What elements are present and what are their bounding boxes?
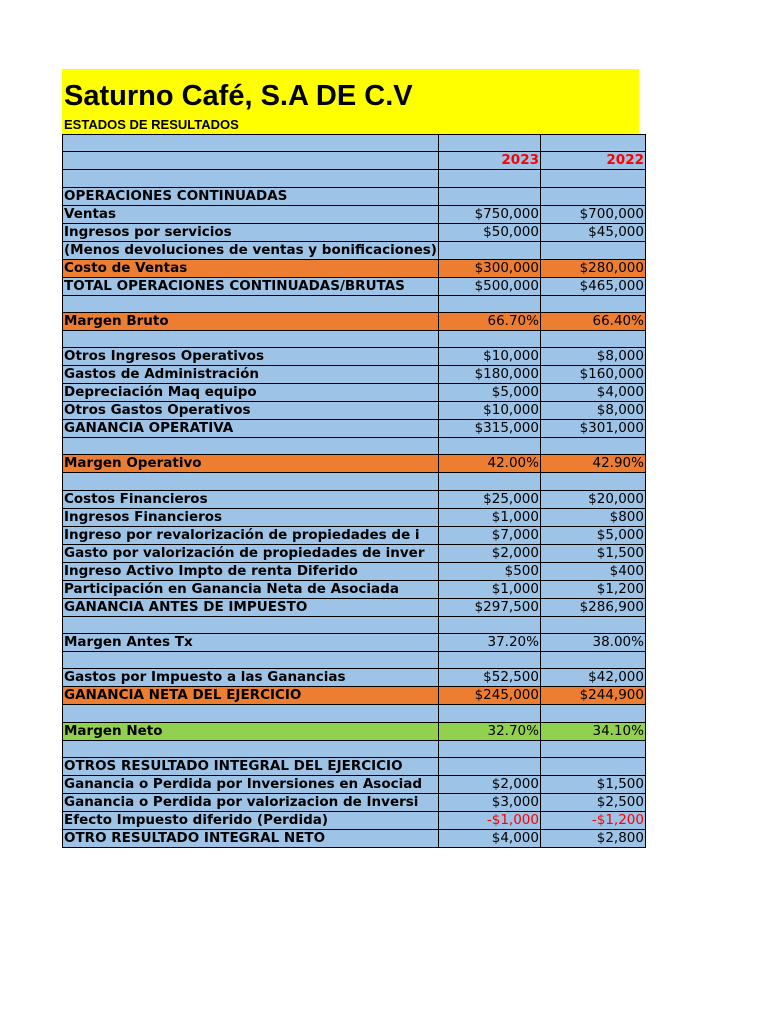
table-row bbox=[63, 170, 646, 187]
value-2023[interactable]: $297,500 bbox=[438, 598, 540, 616]
table-row bbox=[63, 775, 646, 793]
table-row bbox=[63, 687, 646, 705]
table-row bbox=[63, 490, 646, 508]
table-row bbox=[63, 438, 646, 455]
row-label-text: OTROS RESULTADO INTEGRAL DEL EJERCICIO bbox=[64, 757, 403, 774]
value-2022[interactable]: $286,900 bbox=[540, 598, 645, 616]
value-2023[interactable] bbox=[438, 438, 540, 455]
row-label-text: Costo de Ventas bbox=[64, 259, 188, 276]
row-label[interactable] bbox=[63, 829, 439, 847]
row-label-text: Margen Neto bbox=[64, 722, 163, 739]
row-label[interactable] bbox=[63, 544, 439, 562]
value-2023[interactable]: $300,000 bbox=[438, 259, 540, 277]
row-label[interactable] bbox=[63, 490, 439, 508]
row-label[interactable] bbox=[63, 152, 439, 170]
row-label-text: Ganancia o Perdida por valorizacion de Inversi bbox=[64, 793, 419, 810]
value-2023[interactable]: $5,000 bbox=[438, 384, 540, 402]
table-row bbox=[63, 420, 646, 438]
row-label-text: Margen Antes Tx bbox=[64, 634, 193, 651]
row-label-text: Otros Gastos Operativos bbox=[64, 402, 251, 419]
row-label-text: Ingresos Financieros bbox=[64, 508, 223, 525]
table-row bbox=[63, 829, 646, 847]
value-2022[interactable]: 42.90% bbox=[540, 455, 645, 473]
row-label[interactable] bbox=[63, 473, 439, 490]
table-row bbox=[63, 205, 646, 223]
value-2023[interactable]: $1,000 bbox=[438, 508, 540, 526]
row-label[interactable] bbox=[63, 775, 439, 793]
row-label-text: Margen Operativo bbox=[64, 455, 202, 472]
table-row bbox=[63, 634, 646, 652]
value-2022[interactable]: -$1,200 bbox=[540, 811, 645, 829]
value-2023[interactable]: $245,000 bbox=[438, 687, 540, 705]
table-row bbox=[63, 330, 646, 347]
value-2022[interactable] bbox=[540, 170, 645, 187]
row-label[interactable] bbox=[63, 455, 439, 473]
title-band bbox=[62, 69, 639, 134]
row-label-text: Ingresos por servicios bbox=[64, 223, 232, 240]
row-label[interactable] bbox=[63, 438, 439, 455]
value-2023[interactable]: $750,000 bbox=[438, 205, 540, 223]
value-2022[interactable] bbox=[540, 438, 645, 455]
table-row bbox=[63, 526, 646, 544]
value-2022[interactable]: $2,800 bbox=[540, 829, 645, 847]
value-2022[interactable] bbox=[540, 616, 645, 633]
row-label[interactable] bbox=[63, 757, 439, 775]
row-label-text: Gasto por valorización de propiedades de inver bbox=[64, 544, 425, 561]
value-2023[interactable]: 42.00% bbox=[438, 455, 540, 473]
value-2022[interactable] bbox=[540, 705, 645, 722]
row-label[interactable] bbox=[63, 135, 439, 152]
table-row bbox=[63, 598, 646, 616]
statement-subtitle: ESTADOS DE RESULTADOS bbox=[64, 117, 239, 132]
row-label[interactable] bbox=[63, 705, 439, 722]
table-row bbox=[63, 152, 646, 170]
value-2023[interactable]: $7,000 bbox=[438, 526, 540, 544]
value-2022[interactable]: $1,500 bbox=[540, 775, 645, 793]
value-2023[interactable] bbox=[438, 740, 540, 757]
value-2023[interactable]: $50,000 bbox=[438, 223, 540, 241]
value-2022[interactable]: $20,000 bbox=[540, 490, 645, 508]
row-label-text: Efecto Impuesto diferido (Perdida) bbox=[64, 811, 329, 828]
table-row bbox=[63, 580, 646, 598]
row-label-text: GANANCIA NETA DEL EJERCICIO bbox=[64, 687, 302, 704]
table-row bbox=[63, 241, 646, 259]
table-row bbox=[63, 277, 646, 295]
row-label[interactable] bbox=[63, 562, 439, 580]
row-label[interactable] bbox=[63, 793, 439, 811]
value-2022[interactable]: $400 bbox=[540, 562, 645, 580]
table-row bbox=[63, 384, 646, 402]
table-row bbox=[63, 722, 646, 740]
row-label[interactable] bbox=[63, 598, 439, 616]
value-2023[interactable]: $3,000 bbox=[438, 793, 540, 811]
row-label-text: Depreciación Maq equipo bbox=[64, 384, 257, 401]
row-label-text: Gastos por Impuesto a las Ganancias bbox=[64, 669, 346, 686]
table-row bbox=[63, 508, 646, 526]
row-label[interactable] bbox=[63, 580, 439, 598]
value-2023[interactable] bbox=[438, 705, 540, 722]
table-row bbox=[63, 312, 646, 330]
row-label[interactable] bbox=[63, 669, 439, 687]
value-2023[interactable]: $500 bbox=[438, 562, 540, 580]
table-row bbox=[63, 366, 646, 384]
value-2023[interactable] bbox=[438, 473, 540, 490]
value-2023[interactable] bbox=[438, 652, 540, 669]
row-label-text: Ingreso Activo Impto de renta Diferido bbox=[64, 562, 358, 579]
row-label-text: Gastos de Administración bbox=[64, 366, 260, 383]
value-2023[interactable] bbox=[438, 330, 540, 347]
table-row bbox=[63, 259, 646, 277]
row-label[interactable] bbox=[63, 241, 439, 259]
value-2022[interactable]: $1,500 bbox=[540, 544, 645, 562]
value-2023[interactable] bbox=[438, 295, 540, 312]
table-row bbox=[63, 705, 646, 722]
value-2023[interactable]: $10,000 bbox=[438, 348, 540, 366]
table-row bbox=[63, 187, 646, 205]
value-2022[interactable]: $280,000 bbox=[540, 259, 645, 277]
table-row bbox=[63, 793, 646, 811]
row-label[interactable] bbox=[63, 348, 439, 366]
company-title: Saturno Café, S.A DE C.V bbox=[64, 80, 413, 112]
row-label[interactable] bbox=[63, 277, 439, 295]
value-2023[interactable] bbox=[438, 616, 540, 633]
row-label-text: Otros Ingresos Operativos bbox=[64, 348, 265, 365]
value-2023[interactable]: $25,000 bbox=[438, 490, 540, 508]
row-label[interactable] bbox=[63, 205, 439, 223]
row-label-text: Ingreso por revalorización de propiedades de i bbox=[64, 526, 420, 543]
table-row bbox=[63, 223, 646, 241]
table-row bbox=[63, 402, 646, 420]
value-2023[interactable] bbox=[438, 170, 540, 187]
value-2022[interactable] bbox=[540, 740, 645, 757]
value-2022[interactable]: $244,900 bbox=[540, 687, 645, 705]
value-2022[interactable] bbox=[540, 330, 645, 347]
value-2023[interactable]: $4,000 bbox=[438, 829, 540, 847]
table-row bbox=[63, 669, 646, 687]
table-row bbox=[63, 348, 646, 366]
row-label-text: (Menos devoluciones de ventas y bonificaciones) bbox=[64, 241, 437, 258]
row-label-text: Margen Bruto bbox=[64, 312, 169, 329]
row-label[interactable] bbox=[63, 384, 439, 402]
value-2023[interactable]: -$1,000 bbox=[438, 811, 540, 829]
row-label[interactable] bbox=[63, 295, 439, 312]
value-2022[interactable]: $42,000 bbox=[540, 669, 645, 687]
table-row bbox=[63, 652, 646, 669]
value-2022[interactable] bbox=[540, 135, 645, 152]
table-row bbox=[63, 740, 646, 757]
value-2023[interactable]: 2023 bbox=[438, 152, 540, 170]
row-label[interactable] bbox=[63, 330, 439, 347]
table-row bbox=[63, 295, 646, 312]
row-label-text: Costos Financieros bbox=[64, 490, 208, 507]
table-row bbox=[63, 455, 646, 473]
value-2022[interactable]: $800 bbox=[540, 508, 645, 526]
row-label[interactable] bbox=[63, 223, 439, 241]
value-2023[interactable]: $10,000 bbox=[438, 402, 540, 420]
row-label-text: Ventas bbox=[64, 205, 117, 222]
value-2022[interactable]: $5,000 bbox=[540, 526, 645, 544]
value-2022[interactable]: $301,000 bbox=[540, 420, 645, 438]
value-2023[interactable]: $500,000 bbox=[438, 277, 540, 295]
row-label[interactable] bbox=[63, 187, 439, 205]
value-2022[interactable]: $1,200 bbox=[540, 580, 645, 598]
row-label[interactable] bbox=[63, 402, 439, 420]
table-row bbox=[63, 757, 646, 775]
row-label[interactable] bbox=[63, 811, 439, 829]
table-row bbox=[63, 473, 646, 490]
value-2023[interactable]: $315,000 bbox=[438, 420, 540, 438]
row-label-text: GANANCIA OPERATIVA bbox=[64, 420, 234, 437]
value-2022[interactable] bbox=[540, 473, 645, 490]
value-2023[interactable]: $2,000 bbox=[438, 775, 540, 793]
row-label[interactable] bbox=[63, 652, 439, 669]
row-label-text: GANANCIA ANTES DE IMPUESTO bbox=[64, 598, 308, 615]
row-label[interactable] bbox=[63, 259, 439, 277]
row-label-text: Participación en Ganancia Neta de Asociada bbox=[64, 580, 399, 597]
value-2023[interactable] bbox=[438, 135, 540, 152]
table-row bbox=[63, 811, 646, 829]
value-2023[interactable]: $1,000 bbox=[438, 580, 540, 598]
row-label-text: OPERACIONES CONTINUADAS bbox=[64, 187, 288, 204]
row-label-text: OTRO RESULTADO INTEGRAL NETO bbox=[64, 829, 326, 846]
value-2022[interactable]: $700,000 bbox=[540, 205, 645, 223]
value-2023[interactable] bbox=[438, 187, 540, 205]
value-2022[interactable]: 38.00% bbox=[540, 634, 645, 652]
value-2022[interactable]: 34.10% bbox=[540, 722, 645, 740]
value-2022[interactable] bbox=[540, 241, 645, 259]
value-2022[interactable]: $465,000 bbox=[540, 277, 645, 295]
row-label[interactable] bbox=[63, 740, 439, 757]
row-label[interactable] bbox=[63, 312, 439, 330]
value-2023[interactable]: 37.20% bbox=[438, 634, 540, 652]
row-label[interactable] bbox=[63, 170, 439, 187]
value-2022[interactable]: 66.40% bbox=[540, 312, 645, 330]
row-label-text: TOTAL OPERACIONES CONTINUADAS/BRUTAS bbox=[64, 277, 405, 294]
value-2023[interactable]: $180,000 bbox=[438, 366, 540, 384]
value-2022[interactable]: $160,000 bbox=[540, 366, 645, 384]
table-row bbox=[63, 616, 646, 633]
value-2022[interactable]: $4,000 bbox=[540, 384, 645, 402]
table-row bbox=[63, 544, 646, 562]
value-2023[interactable]: 32.70% bbox=[438, 722, 540, 740]
value-2022[interactable] bbox=[540, 757, 645, 775]
row-label[interactable] bbox=[63, 526, 439, 544]
value-2022[interactable]: $2,500 bbox=[540, 793, 645, 811]
value-2023[interactable]: 66.70% bbox=[438, 312, 540, 330]
value-2022[interactable] bbox=[540, 295, 645, 312]
value-2023[interactable]: $2,000 bbox=[438, 544, 540, 562]
row-label-text: Ganancia o Perdida por Inversiones en Asociad bbox=[64, 775, 423, 792]
table-row bbox=[63, 135, 646, 152]
row-label[interactable] bbox=[63, 366, 439, 384]
row-label[interactable] bbox=[63, 687, 439, 705]
value-2022[interactable] bbox=[540, 187, 645, 205]
value-2022[interactable]: $8,000 bbox=[540, 402, 645, 420]
value-2023[interactable]: $52,500 bbox=[438, 669, 540, 687]
row-label[interactable] bbox=[63, 420, 439, 438]
value-2022[interactable] bbox=[540, 652, 645, 669]
value-2023[interactable] bbox=[438, 241, 540, 259]
row-label[interactable] bbox=[63, 722, 439, 740]
row-label[interactable] bbox=[63, 508, 439, 526]
table-row bbox=[63, 562, 646, 580]
value-2022[interactable]: 2022 bbox=[540, 152, 645, 170]
value-2022[interactable]: $8,000 bbox=[540, 348, 645, 366]
value-2023[interactable] bbox=[438, 757, 540, 775]
row-label[interactable] bbox=[63, 616, 439, 633]
income-statement-table bbox=[62, 134, 646, 848]
value-2022[interactable]: $45,000 bbox=[540, 223, 645, 241]
row-label[interactable] bbox=[63, 634, 439, 652]
